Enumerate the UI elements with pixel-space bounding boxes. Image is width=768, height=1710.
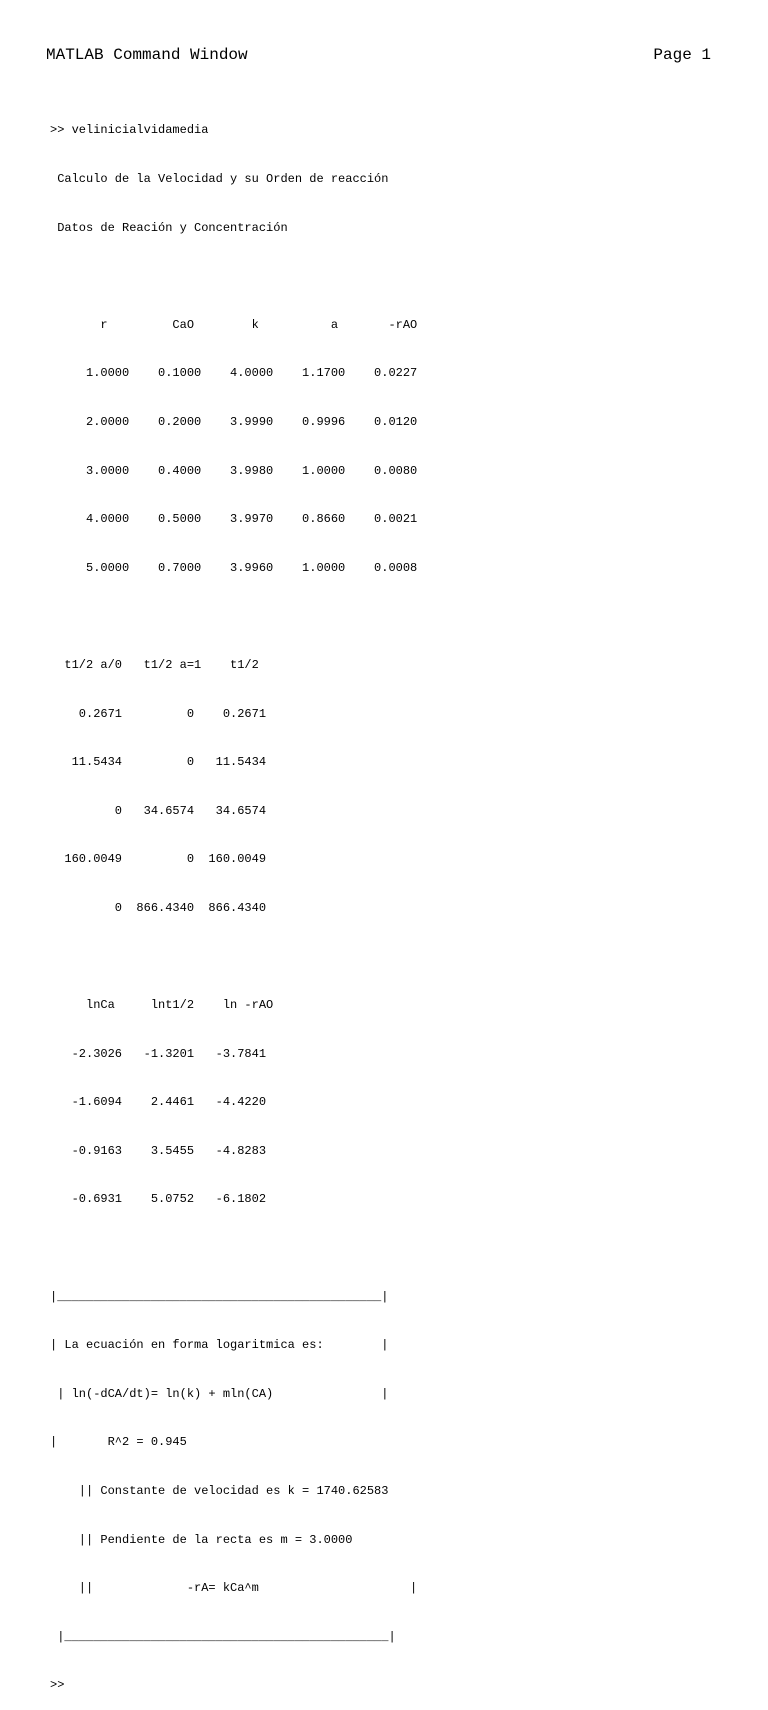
table1-row: 5.0000 0.7000 3.9960 1.0000 0.0008 bbox=[50, 560, 418, 575]
table3-header: lnCa lnt1/2 ln -rAO bbox=[50, 998, 274, 1013]
table3-row: -1.6094 2.4461 -4.4220 bbox=[50, 1095, 267, 1110]
table1-row: 1.0000 0.1000 4.0000 1.1700 0.0227 bbox=[50, 366, 418, 381]
result-box-bottom: |_____________________________________________| bbox=[50, 1629, 396, 1644]
console-line-blank bbox=[50, 1240, 417, 1256]
console-output bbox=[50, 90, 417, 1710]
page-number: Page 1 bbox=[653, 46, 711, 64]
table3-row: -0.6931 5.0752 -6.1802 bbox=[50, 1192, 267, 1207]
console-line-heading: Calculo de la Velocidad y su Orden de reacción bbox=[50, 172, 389, 186]
result-box-line: | La ecuación en forma logaritmica es: | bbox=[50, 1338, 389, 1353]
result-box-line: | ln(-dCA/dt)= ln(k) + mln(CA) | bbox=[50, 1386, 389, 1401]
table2-row: 0 866.4340 866.4340 bbox=[50, 900, 267, 915]
table2-row: 0 34.6574 34.6574 bbox=[50, 803, 267, 818]
table1-header: r CaO k a -rAO bbox=[50, 317, 418, 332]
window-title: MATLAB Command Window bbox=[46, 46, 248, 64]
console-line-blank bbox=[50, 268, 417, 284]
table1-row: 4.0000 0.5000 3.9970 0.8660 0.0021 bbox=[50, 512, 418, 527]
result-box-line: | R^2 = 0.945 bbox=[50, 1435, 187, 1450]
table2-header: t1/2 a/0 t1/2 a=1 t1/2 bbox=[50, 657, 259, 672]
table2-row: 0.2671 0 0.2671 bbox=[50, 706, 267, 721]
console-line-blank bbox=[50, 949, 417, 965]
table3-row: -0.9163 3.5455 -4.8283 bbox=[50, 1143, 267, 1158]
console-line-subheading: Datos de Reación y Concentración bbox=[50, 220, 288, 235]
result-box-line: || Constante de velocidad es k = 1740.62583 bbox=[50, 1484, 389, 1499]
result-box-line: || Pendiente de la recta es m = 3.0000 bbox=[50, 1532, 353, 1547]
table1-row: 3.0000 0.4000 3.9980 1.0000 0.0080 bbox=[50, 463, 418, 478]
table2-row: 11.5434 0 11.5434 bbox=[50, 755, 267, 770]
console-prompt[interactable]: >> bbox=[50, 1678, 65, 1693]
table3-row: -2.3026 -1.3201 -3.7841 bbox=[50, 1046, 267, 1061]
table1-row: 2.0000 0.2000 3.9990 0.9996 0.0120 bbox=[50, 414, 418, 429]
result-box-line: || -rA= kCa^m | bbox=[50, 1581, 418, 1596]
result-box-top: |_____________________________________________| bbox=[50, 1289, 389, 1304]
table2-row: 160.0049 0 160.0049 bbox=[50, 852, 267, 867]
console-line-blank bbox=[50, 608, 417, 624]
console-line-command: >> velinicialvidamedia bbox=[50, 123, 209, 138]
